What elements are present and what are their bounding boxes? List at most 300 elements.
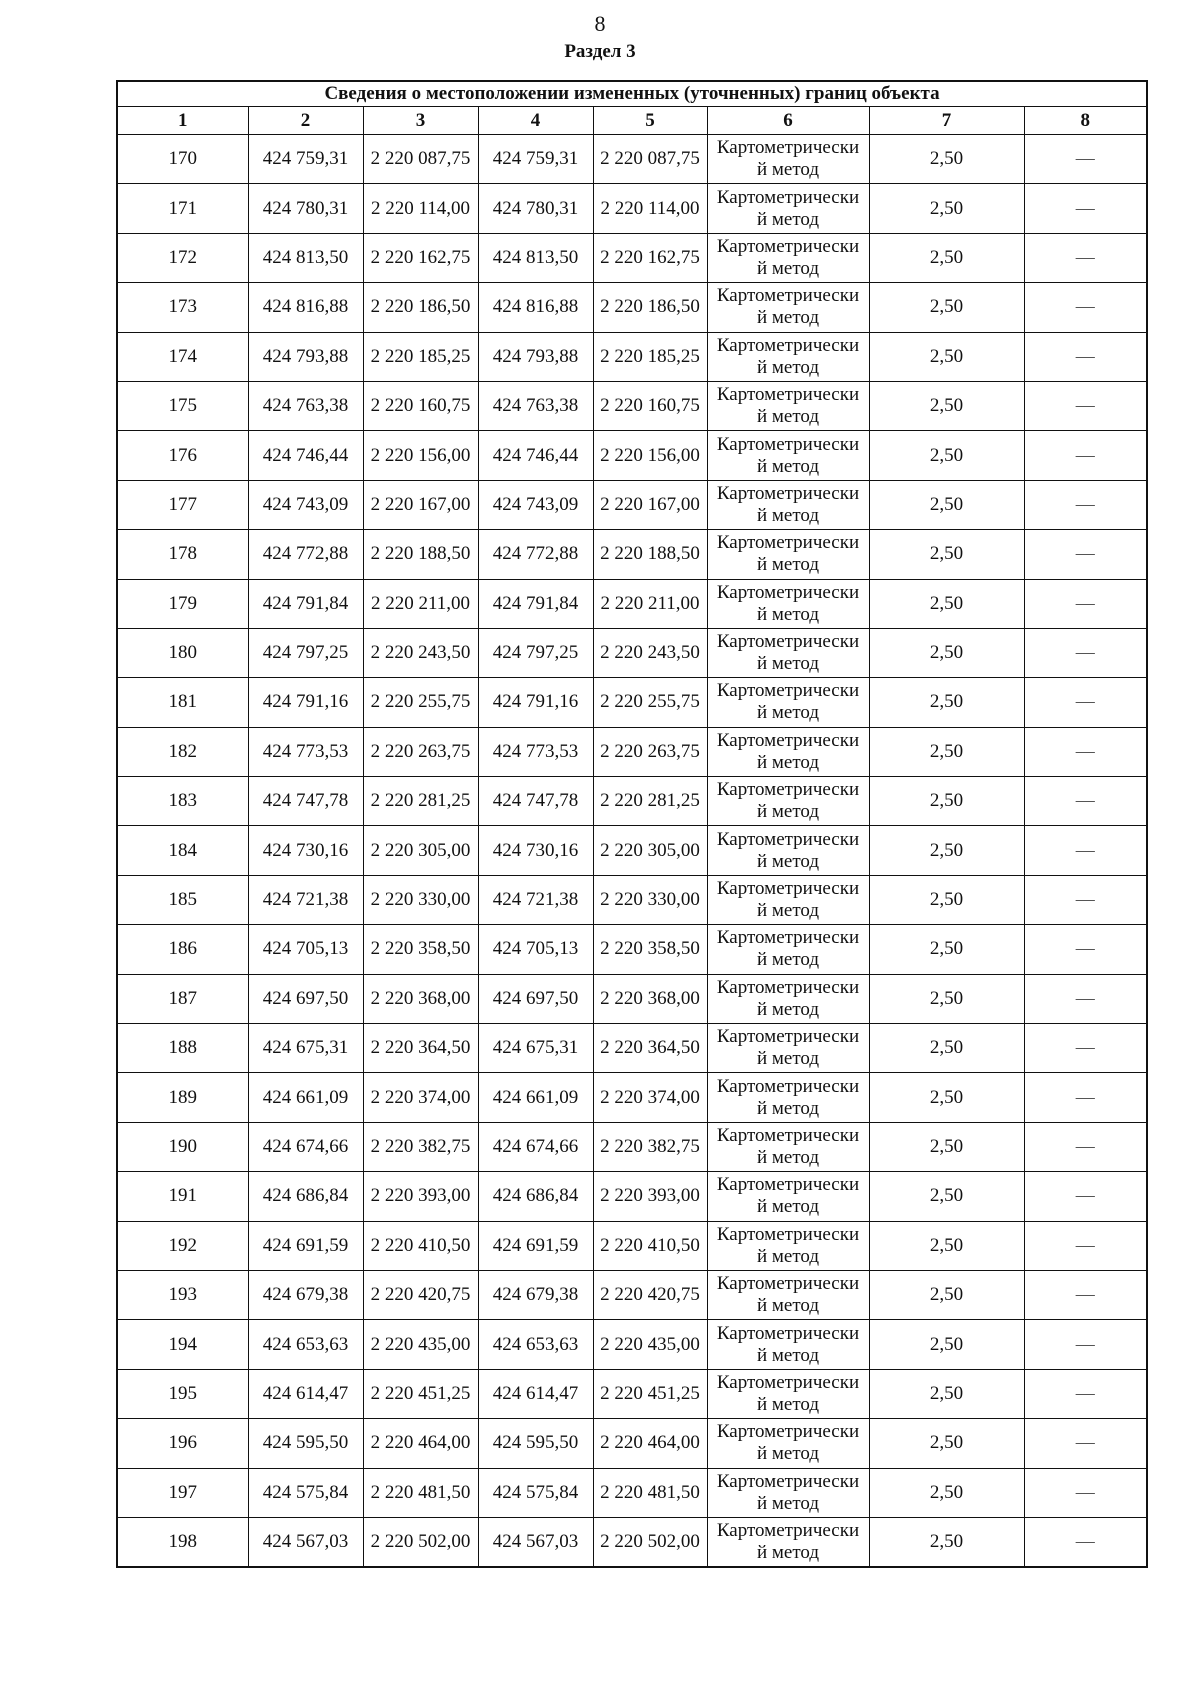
- point-number-cell: 176: [117, 431, 248, 480]
- point-number-cell: 188: [117, 1024, 248, 1073]
- accuracy-cell: 2,50: [869, 579, 1024, 628]
- existing-x-cell: 424 793,88: [248, 332, 363, 381]
- table-row: [117, 727, 1147, 776]
- point-number-cell: 179: [117, 579, 248, 628]
- existing-x-cell: 424 813,50: [248, 233, 363, 282]
- refined-y-cell: 2 220 481,50: [593, 1468, 707, 1517]
- empty-cell: —: [1024, 1468, 1147, 1517]
- existing-x-cell: 424 791,84: [248, 579, 363, 628]
- method-cell: [707, 579, 869, 628]
- refined-y-cell: 2 220 420,75: [593, 1270, 707, 1319]
- existing-y-cell: 2 220 185,25: [363, 332, 478, 381]
- accuracy-cell: 2,50: [869, 727, 1024, 776]
- existing-x-cell: 424 763,38: [248, 381, 363, 430]
- method-cell: [707, 1270, 869, 1319]
- existing-y-cell: 2 220 410,50: [363, 1221, 478, 1270]
- empty-cell: —: [1024, 1172, 1147, 1221]
- point-number-cell: 173: [117, 283, 248, 332]
- method-line-1: Картометрически: [716, 1470, 860, 1492]
- method-cell: [707, 1122, 869, 1171]
- method-line-2: й метод: [756, 1542, 820, 1564]
- refined-x-cell: 424 661,09: [478, 1073, 593, 1122]
- method-line-1: Картометрически: [716, 1273, 860, 1295]
- point-number-cell: 184: [117, 826, 248, 875]
- refined-y-cell: 2 220 410,50: [593, 1221, 707, 1270]
- table-row: [117, 1468, 1147, 1517]
- existing-x-cell: 424 595,50: [248, 1419, 363, 1468]
- method-line-1: Картометрически: [716, 1026, 860, 1048]
- table-row: [117, 579, 1147, 628]
- refined-y-cell: 2 220 374,00: [593, 1073, 707, 1122]
- method-line-1: Картометрически: [716, 1421, 860, 1443]
- refined-y-cell: 2 220 243,50: [593, 628, 707, 677]
- method-cell: [707, 431, 869, 480]
- existing-x-cell: 424 686,84: [248, 1172, 363, 1221]
- existing-x-cell: 424 679,38: [248, 1270, 363, 1319]
- existing-y-cell: 2 220 156,00: [363, 431, 478, 480]
- method-line-2: й метод: [756, 1048, 820, 1070]
- method-cell: [707, 1320, 869, 1369]
- existing-x-cell: 424 746,44: [248, 431, 363, 480]
- accuracy-cell: 2,50: [869, 1073, 1024, 1122]
- method-cell: [707, 777, 869, 826]
- method-line-2: й метод: [756, 998, 820, 1020]
- existing-x-cell: 424 575,84: [248, 1468, 363, 1517]
- table-row: [117, 1122, 1147, 1171]
- method-line-2: й метод: [756, 751, 820, 773]
- method-line-2: й метод: [756, 257, 820, 279]
- accuracy-cell: 2,50: [869, 431, 1024, 480]
- method-line-2: й метод: [756, 801, 820, 823]
- existing-y-cell: 2 220 364,50: [363, 1024, 478, 1073]
- point-number-cell: 193: [117, 1270, 248, 1319]
- method-cell: [707, 826, 869, 875]
- method-cell: [707, 925, 869, 974]
- existing-x-cell: 424 705,13: [248, 925, 363, 974]
- refined-x-cell: 424 813,50: [478, 233, 593, 282]
- method-line-2: й метод: [756, 1147, 820, 1168]
- refined-y-cell: 2 220 358,50: [593, 925, 707, 974]
- empty-cell: —: [1024, 1270, 1147, 1319]
- refined-x-cell: 424 791,84: [478, 579, 593, 628]
- point-number-cell: 181: [117, 678, 248, 727]
- method-line-2: й метод: [756, 603, 820, 625]
- refined-y-cell: 2 220 502,00: [593, 1517, 707, 1567]
- refined-y-cell: 2 220 160,75: [593, 381, 707, 430]
- refined-x-cell: 424 780,31: [478, 184, 593, 233]
- accuracy-cell: 2,50: [869, 480, 1024, 529]
- method-line-2: й метод: [756, 159, 820, 181]
- method-cell: [707, 135, 869, 184]
- method-cell: [707, 727, 869, 776]
- method-line-1: Картометрически: [716, 828, 860, 850]
- column-number: 3: [363, 107, 478, 135]
- accuracy-cell: 2,50: [869, 332, 1024, 381]
- existing-y-cell: 2 220 162,75: [363, 233, 478, 282]
- existing-x-cell: 424 721,38: [248, 875, 363, 924]
- refined-y-cell: 2 220 114,00: [593, 184, 707, 233]
- existing-x-cell: 424 743,09: [248, 480, 363, 529]
- accuracy-cell: 2,50: [869, 925, 1024, 974]
- method-line-1: Картометрически: [716, 384, 860, 406]
- column-number: 4: [478, 107, 593, 135]
- existing-y-cell: 2 220 502,00: [363, 1517, 478, 1567]
- refined-y-cell: 2 220 186,50: [593, 283, 707, 332]
- method-line-2: й метод: [756, 1344, 820, 1366]
- method-line-2: й метод: [756, 1196, 820, 1218]
- point-number-cell: 177: [117, 480, 248, 529]
- point-number-cell: 185: [117, 875, 248, 924]
- point-number-cell: 172: [117, 233, 248, 282]
- method-line-1: Картометрически: [716, 1075, 860, 1097]
- method-cell: [707, 1024, 869, 1073]
- existing-x-cell: 424 747,78: [248, 777, 363, 826]
- accuracy-cell: 2,50: [869, 1024, 1024, 1073]
- refined-x-cell: 424 653,63: [478, 1320, 593, 1369]
- existing-y-cell: 2 220 305,00: [363, 826, 478, 875]
- table-row: [117, 1172, 1147, 1221]
- refined-y-cell: 2 220 393,00: [593, 1172, 707, 1221]
- accuracy-cell: 2,50: [869, 1517, 1024, 1567]
- point-number-cell: 180: [117, 628, 248, 677]
- method-line-1: Картометрически: [716, 1371, 860, 1393]
- table-row: [117, 135, 1147, 184]
- refined-x-cell: 424 773,53: [478, 727, 593, 776]
- table-row: [117, 875, 1147, 924]
- method-line-1: Картометрически: [716, 186, 860, 208]
- refined-x-cell: 424 697,50: [478, 974, 593, 1023]
- method-line-1: Картометрически: [716, 631, 860, 653]
- method-line-2: й метод: [756, 949, 820, 971]
- empty-cell: —: [1024, 678, 1147, 727]
- point-number-cell: 170: [117, 135, 248, 184]
- table-row: [117, 184, 1147, 233]
- table-row: [117, 1024, 1147, 1073]
- empty-cell: —: [1024, 777, 1147, 826]
- table-row: [117, 530, 1147, 579]
- table-row: [117, 628, 1147, 677]
- empty-cell: —: [1024, 1073, 1147, 1122]
- point-number-cell: 186: [117, 925, 248, 974]
- refined-y-cell: 2 220 281,25: [593, 777, 707, 826]
- method-cell: [707, 628, 869, 677]
- method-line-2: й метод: [756, 455, 820, 477]
- method-cell: [707, 1172, 869, 1221]
- existing-x-cell: 424 674,66: [248, 1122, 363, 1171]
- method-line-1: Картометрически: [716, 235, 860, 257]
- refined-x-cell: 424 567,03: [478, 1517, 593, 1567]
- table-row: [117, 381, 1147, 430]
- method-line-1: Картометрически: [716, 334, 860, 356]
- method-line-2: й метод: [756, 554, 820, 576]
- point-number-cell: 189: [117, 1073, 248, 1122]
- empty-cell: —: [1024, 875, 1147, 924]
- method-line-1: Картометрически: [716, 532, 860, 554]
- accuracy-cell: 2,50: [869, 1221, 1024, 1270]
- refined-x-cell: 424 686,84: [478, 1172, 593, 1221]
- existing-x-cell: 424 697,50: [248, 974, 363, 1023]
- point-number-cell: 195: [117, 1369, 248, 1418]
- column-number: 8: [1024, 107, 1147, 135]
- refined-y-cell: 2 220 451,25: [593, 1369, 707, 1418]
- method-cell: [707, 1221, 869, 1270]
- table-row: [117, 678, 1147, 727]
- point-number-cell: 174: [117, 332, 248, 381]
- existing-y-cell: 2 220 451,25: [363, 1369, 478, 1418]
- existing-x-cell: 424 661,09: [248, 1073, 363, 1122]
- method-cell: [707, 381, 869, 430]
- page-number: 8: [594, 11, 606, 36]
- existing-x-cell: 424 730,16: [248, 826, 363, 875]
- refined-y-cell: 2 220 368,00: [593, 974, 707, 1023]
- existing-y-cell: 2 220 114,00: [363, 184, 478, 233]
- empty-cell: —: [1024, 925, 1147, 974]
- method-line-2: й метод: [756, 653, 820, 675]
- refined-y-cell: 2 220 185,25: [593, 332, 707, 381]
- refined-x-cell: 424 691,59: [478, 1221, 593, 1270]
- refined-x-cell: 424 674,66: [478, 1122, 593, 1171]
- method-line-2: й метод: [756, 1295, 820, 1317]
- existing-y-cell: 2 220 368,00: [363, 974, 478, 1023]
- empty-cell: —: [1024, 974, 1147, 1023]
- method-line-1: Картометрически: [716, 1322, 860, 1344]
- existing-y-cell: 2 220 186,50: [363, 283, 478, 332]
- method-line-1: Картометрически: [716, 680, 860, 702]
- refined-x-cell: 424 614,47: [478, 1369, 593, 1418]
- column-number-row: [117, 107, 1147, 135]
- existing-x-cell: 424 759,31: [248, 135, 363, 184]
- existing-y-cell: 2 220 393,00: [363, 1172, 478, 1221]
- method-line-1: Картометрически: [716, 878, 860, 900]
- empty-cell: —: [1024, 135, 1147, 184]
- refined-x-cell: 424 743,09: [478, 480, 593, 529]
- method-line-2: й метод: [756, 208, 820, 230]
- table-row: [117, 1320, 1147, 1369]
- method-cell: [707, 184, 869, 233]
- refined-y-cell: 2 220 188,50: [593, 530, 707, 579]
- table-title-row: [117, 81, 1147, 107]
- refined-x-cell: 424 575,84: [478, 1468, 593, 1517]
- existing-x-cell: 424 653,63: [248, 1320, 363, 1369]
- accuracy-cell: 2,50: [869, 777, 1024, 826]
- refined-x-cell: 424 816,88: [478, 283, 593, 332]
- existing-y-cell: 2 220 255,75: [363, 678, 478, 727]
- existing-y-cell: 2 220 087,75: [363, 135, 478, 184]
- accuracy-cell: 2,50: [869, 1369, 1024, 1418]
- boundary-coordinates-table: [116, 80, 1148, 1568]
- method-cell: [707, 974, 869, 1023]
- empty-cell: —: [1024, 530, 1147, 579]
- method-line-2: й метод: [756, 900, 820, 922]
- point-number-cell: 197: [117, 1468, 248, 1517]
- method-cell: [707, 480, 869, 529]
- table-row: [117, 1517, 1147, 1567]
- empty-cell: —: [1024, 480, 1147, 529]
- existing-y-cell: 2 220 382,75: [363, 1122, 478, 1171]
- refined-x-cell: 424 730,16: [478, 826, 593, 875]
- existing-y-cell: 2 220 160,75: [363, 381, 478, 430]
- empty-cell: —: [1024, 727, 1147, 776]
- empty-cell: —: [1024, 1419, 1147, 1468]
- table-row: [117, 1221, 1147, 1270]
- table-row: [117, 925, 1147, 974]
- point-number-cell: 194: [117, 1320, 248, 1369]
- point-number-cell: 175: [117, 381, 248, 430]
- refined-y-cell: 2 220 263,75: [593, 727, 707, 776]
- existing-y-cell: 2 220 188,50: [363, 530, 478, 579]
- accuracy-cell: 2,50: [869, 1172, 1024, 1221]
- empty-cell: —: [1024, 381, 1147, 430]
- section-heading: Раздел 3: [564, 41, 636, 62]
- refined-y-cell: 2 220 162,75: [593, 233, 707, 282]
- existing-x-cell: 424 567,03: [248, 1517, 363, 1567]
- method-line-2: й метод: [756, 1097, 820, 1119]
- refined-y-cell: 2 220 435,00: [593, 1320, 707, 1369]
- method-line-1: Картометрически: [716, 1125, 860, 1146]
- empty-cell: —: [1024, 826, 1147, 875]
- existing-y-cell: 2 220 374,00: [363, 1073, 478, 1122]
- empty-cell: —: [1024, 628, 1147, 677]
- refined-y-cell: 2 220 211,00: [593, 579, 707, 628]
- refined-x-cell: 424 763,38: [478, 381, 593, 430]
- accuracy-cell: 2,50: [869, 1320, 1024, 1369]
- existing-y-cell: 2 220 211,00: [363, 579, 478, 628]
- refined-x-cell: 424 747,78: [478, 777, 593, 826]
- existing-y-cell: 2 220 330,00: [363, 875, 478, 924]
- existing-y-cell: 2 220 464,00: [363, 1419, 478, 1468]
- empty-cell: —: [1024, 1122, 1147, 1171]
- column-number: 1: [117, 107, 248, 135]
- point-number-cell: 187: [117, 974, 248, 1023]
- existing-x-cell: 424 780,31: [248, 184, 363, 233]
- table-title: Сведения о местоположении измененных (уточненных) границ объекта: [117, 81, 1147, 107]
- existing-y-cell: 2 220 481,50: [363, 1468, 478, 1517]
- method-cell: [707, 1419, 869, 1468]
- method-line-2: й метод: [756, 850, 820, 872]
- point-number-cell: 178: [117, 530, 248, 579]
- point-number-cell: 198: [117, 1517, 248, 1567]
- method-cell: [707, 1468, 869, 1517]
- point-number-cell: 196: [117, 1419, 248, 1468]
- table-row: [117, 1419, 1147, 1468]
- accuracy-cell: 2,50: [869, 628, 1024, 677]
- empty-cell: —: [1024, 1320, 1147, 1369]
- refined-x-cell: 424 721,38: [478, 875, 593, 924]
- refined-x-cell: 424 679,38: [478, 1270, 593, 1319]
- accuracy-cell: 2,50: [869, 530, 1024, 579]
- method-line-1: Картометрически: [716, 976, 860, 998]
- accuracy-cell: 2,50: [869, 283, 1024, 332]
- refined-y-cell: 2 220 255,75: [593, 678, 707, 727]
- method-line-2: й метод: [756, 1443, 820, 1465]
- existing-x-cell: 424 675,31: [248, 1024, 363, 1073]
- accuracy-cell: 2,50: [869, 1419, 1024, 1468]
- refined-y-cell: 2 220 305,00: [593, 826, 707, 875]
- refined-y-cell: 2 220 330,00: [593, 875, 707, 924]
- existing-y-cell: 2 220 281,25: [363, 777, 478, 826]
- existing-x-cell: 424 791,16: [248, 678, 363, 727]
- accuracy-cell: 2,50: [869, 1122, 1024, 1171]
- method-line-1: Картометрически: [716, 433, 860, 455]
- column-number: 7: [869, 107, 1024, 135]
- method-cell: [707, 283, 869, 332]
- existing-y-cell: 2 220 167,00: [363, 480, 478, 529]
- empty-cell: —: [1024, 579, 1147, 628]
- point-number-cell: 171: [117, 184, 248, 233]
- table-row: [117, 1073, 1147, 1122]
- existing-x-cell: 424 772,88: [248, 530, 363, 579]
- existing-y-cell: 2 220 358,50: [363, 925, 478, 974]
- point-number-cell: 191: [117, 1172, 248, 1221]
- method-line-2: й метод: [756, 1492, 820, 1514]
- empty-cell: —: [1024, 431, 1147, 480]
- table-row: [117, 1270, 1147, 1319]
- refined-x-cell: 424 793,88: [478, 332, 593, 381]
- method-cell: [707, 233, 869, 282]
- existing-y-cell: 2 220 435,00: [363, 1320, 478, 1369]
- existing-x-cell: 424 614,47: [248, 1369, 363, 1418]
- refined-y-cell: 2 220 156,00: [593, 431, 707, 480]
- method-cell: [707, 1369, 869, 1418]
- accuracy-cell: 2,50: [869, 381, 1024, 430]
- method-cell: [707, 875, 869, 924]
- point-number-cell: 190: [117, 1122, 248, 1171]
- table-row: [117, 777, 1147, 826]
- refined-x-cell: 424 595,50: [478, 1419, 593, 1468]
- table-body: [117, 135, 1147, 1568]
- existing-x-cell: 424 691,59: [248, 1221, 363, 1270]
- table-row: [117, 283, 1147, 332]
- column-number: 6: [707, 107, 869, 135]
- empty-cell: —: [1024, 233, 1147, 282]
- column-number: 5: [593, 107, 707, 135]
- method-cell: [707, 678, 869, 727]
- method-line-1: Картометрически: [716, 1174, 860, 1196]
- refined-x-cell: 424 759,31: [478, 135, 593, 184]
- existing-x-cell: 424 816,88: [248, 283, 363, 332]
- accuracy-cell: 2,50: [869, 875, 1024, 924]
- method-line-1: Картометрически: [716, 1520, 860, 1542]
- refined-x-cell: 424 675,31: [478, 1024, 593, 1073]
- point-number-cell: 182: [117, 727, 248, 776]
- method-line-1: Картометрически: [716, 729, 860, 751]
- refined-y-cell: 2 220 167,00: [593, 480, 707, 529]
- empty-cell: —: [1024, 1024, 1147, 1073]
- existing-y-cell: 2 220 420,75: [363, 1270, 478, 1319]
- method-cell: [707, 530, 869, 579]
- empty-cell: —: [1024, 1369, 1147, 1418]
- point-number-cell: 192: [117, 1221, 248, 1270]
- column-number: 2: [248, 107, 363, 135]
- method-line-1: Картометрически: [716, 581, 860, 603]
- table-row: [117, 332, 1147, 381]
- method-line-1: Картометрически: [716, 285, 860, 307]
- empty-cell: —: [1024, 1221, 1147, 1270]
- existing-x-cell: 424 797,25: [248, 628, 363, 677]
- table-row: [117, 826, 1147, 875]
- existing-y-cell: 2 220 243,50: [363, 628, 478, 677]
- refined-y-cell: 2 220 382,75: [593, 1122, 707, 1171]
- method-cell: [707, 332, 869, 381]
- accuracy-cell: 2,50: [869, 1468, 1024, 1517]
- method-cell: [707, 1073, 869, 1122]
- method-line-2: й метод: [756, 702, 820, 724]
- existing-x-cell: 424 773,53: [248, 727, 363, 776]
- table-row: [117, 431, 1147, 480]
- table-row: [117, 480, 1147, 529]
- refined-x-cell: 424 797,25: [478, 628, 593, 677]
- method-line-2: й метод: [756, 406, 820, 428]
